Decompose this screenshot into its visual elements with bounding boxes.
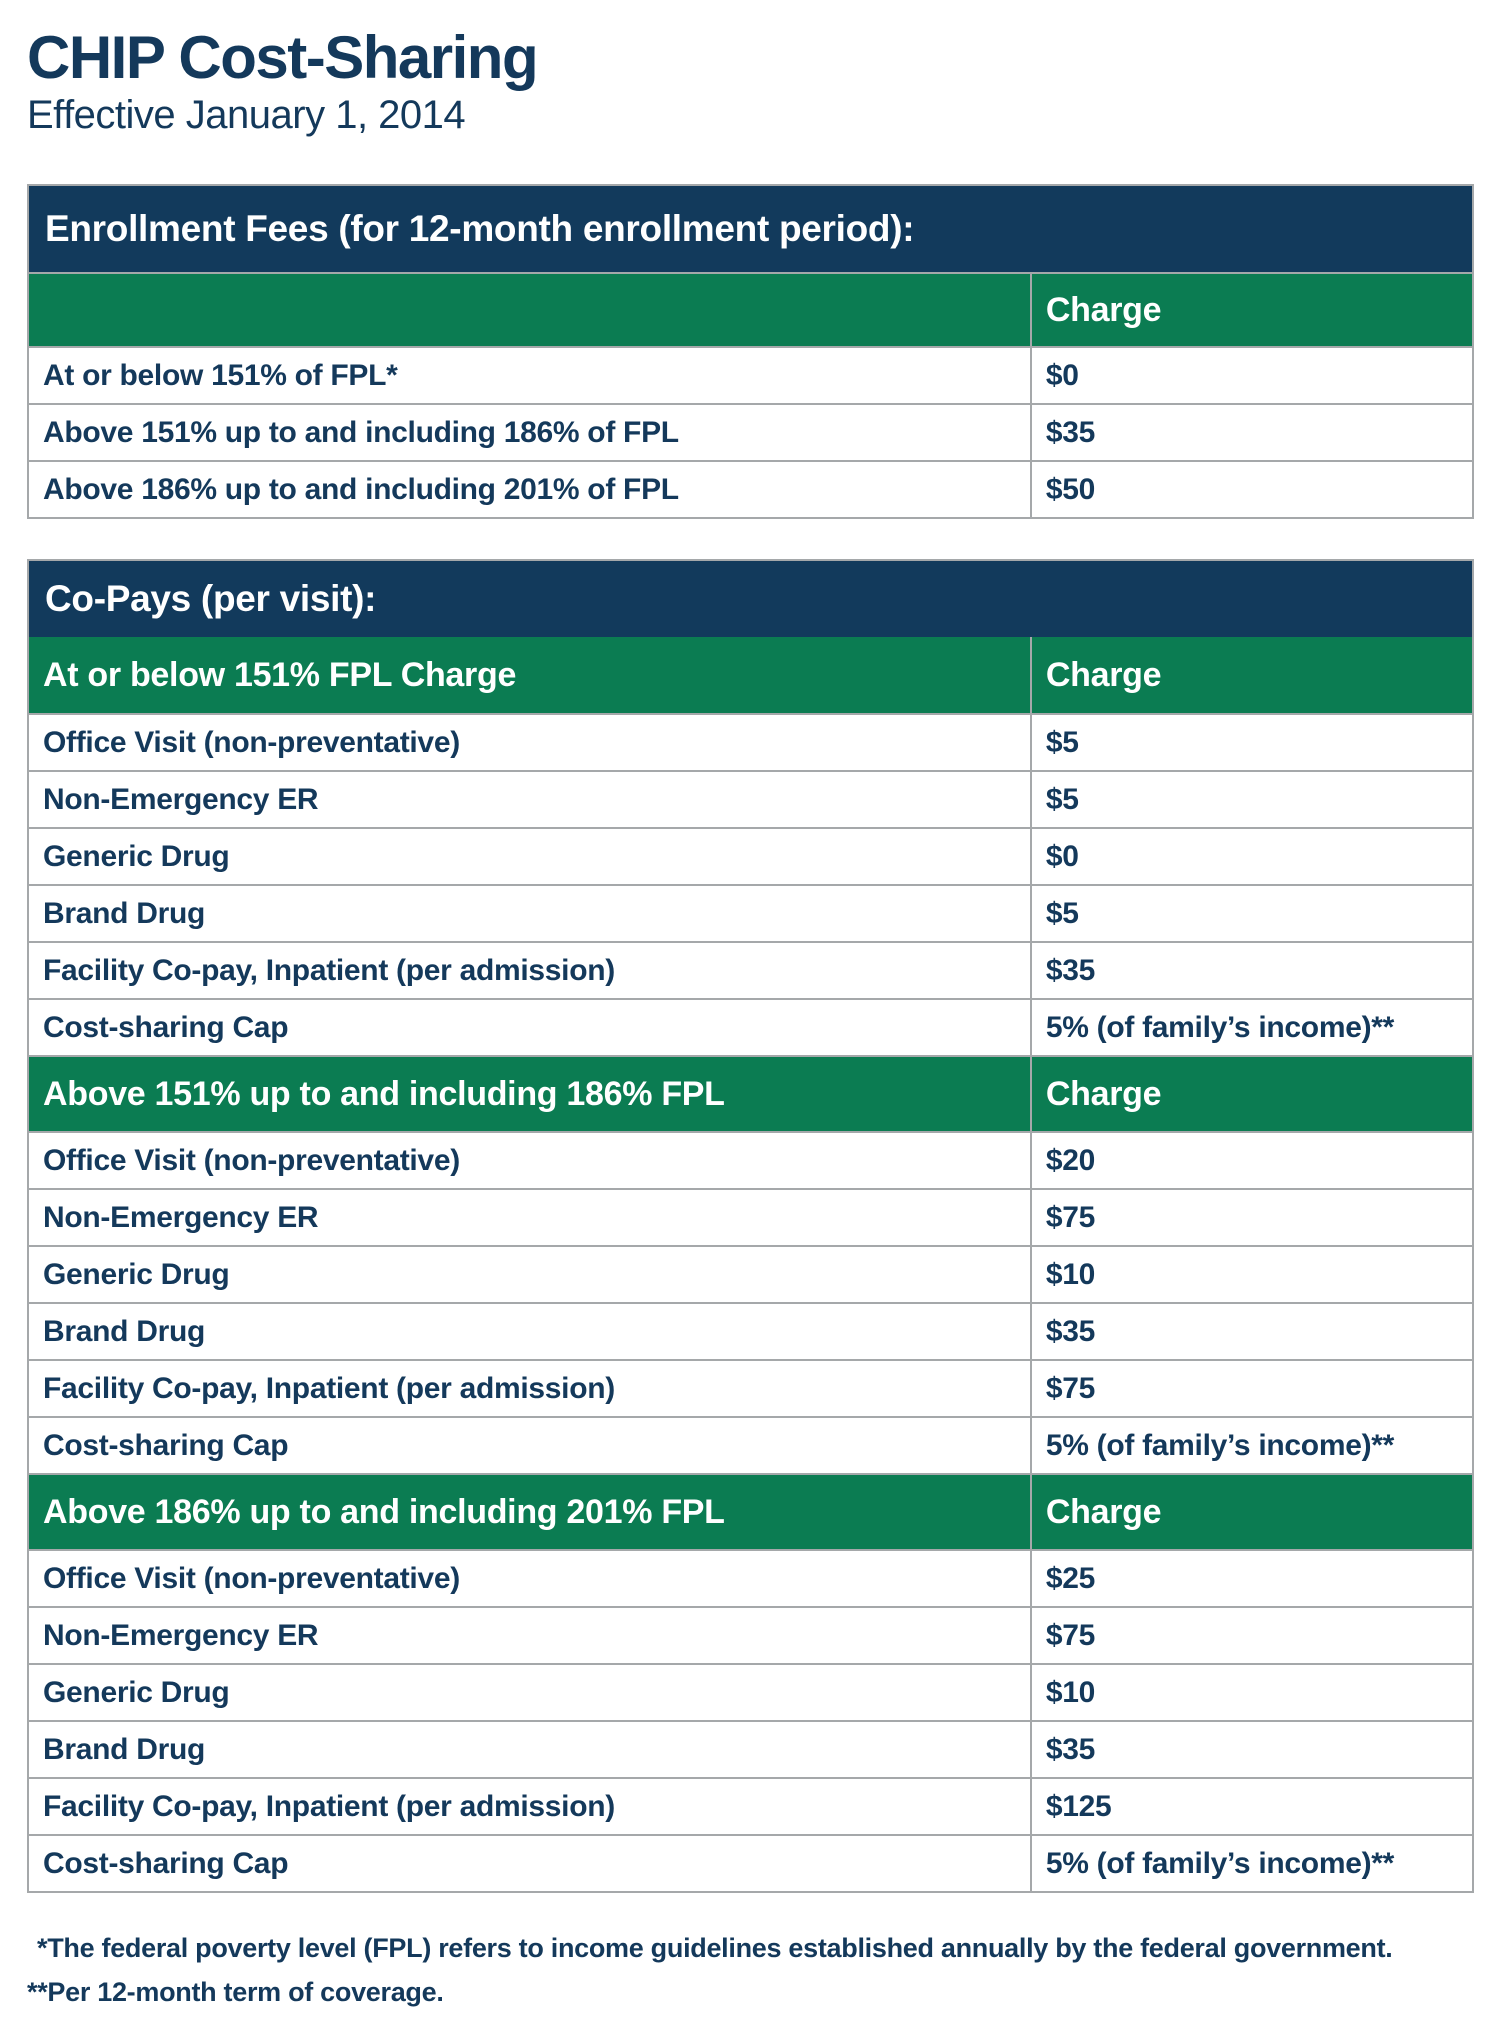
table-row: [29, 1359, 1472, 1416]
table-row: [29, 998, 1472, 1055]
row-charge: $0: [1045, 358, 1079, 392]
row-label: Office Visit (non-preventative): [29, 1551, 1032, 1606]
row-charge: $25: [1045, 1561, 1096, 1595]
table-row: [29, 1720, 1472, 1777]
table-row: [29, 827, 1472, 884]
table-row: [29, 1245, 1472, 1302]
column-header-charge: Charge: [1045, 1074, 1162, 1113]
column-header-charge: Charge: [1045, 1492, 1162, 1531]
table-row: [29, 346, 1472, 403]
row-label: Generic Drug: [29, 1247, 1032, 1302]
row-charge: $75: [1045, 1618, 1096, 1652]
row-label: Generic Drug: [29, 1665, 1032, 1720]
row-charge: $50: [1045, 472, 1096, 506]
page-subtitle: Effective January 1, 2014: [27, 93, 466, 137]
row-charge: $5: [1045, 782, 1079, 816]
enrollment-column-header-row: [29, 272, 1472, 346]
table-row: [29, 460, 1472, 517]
row-label: Generic Drug: [29, 829, 1032, 884]
row-label: Office Visit (non-preventative): [29, 715, 1032, 770]
copays-section-header: Co-Pays (per visit):: [29, 561, 1472, 637]
enrollment-fees-section-header: Enrollment Fees (for 12-month enrollment period):: [29, 186, 1472, 272]
footnotes: [27, 1927, 1474, 2014]
row-charge: 5% (of family’s income)**: [1045, 1428, 1395, 1462]
footnote-term: **Per 12-month term of coverage.: [27, 1976, 444, 2007]
table-row: [29, 1606, 1472, 1663]
copays-group-header-row: [29, 637, 1472, 713]
row-label: Non-Emergency ER: [29, 772, 1032, 827]
row-charge: 5% (of family’s income)**: [1045, 1846, 1395, 1880]
column-header-charge: Charge: [1045, 290, 1162, 329]
enrollment-fees-table: [27, 184, 1474, 519]
row-charge: $35: [1045, 1314, 1096, 1348]
group-header-label: At or below 151% FPL Charge: [29, 637, 1032, 713]
row-charge: $35: [1045, 415, 1096, 449]
row-label: Cost-sharing Cap: [29, 1418, 1032, 1473]
table-row: [29, 1834, 1472, 1891]
row-label: Above 151% up to and including 186% of FPL: [29, 405, 1032, 460]
row-charge: $5: [1045, 725, 1079, 759]
table-row: [29, 1549, 1472, 1606]
row-label: Cost-sharing Cap: [29, 1000, 1032, 1055]
table-row: [29, 1416, 1472, 1473]
row-label: Brand Drug: [29, 886, 1032, 941]
row-label: Above 186% up to and including 201% of FPL: [29, 462, 1032, 517]
page-title: CHIP Cost-Sharing: [27, 24, 538, 91]
group-header-label: Above 186% up to and including 201% FPL: [29, 1475, 1032, 1549]
row-label: Non-Emergency ER: [29, 1190, 1032, 1245]
table-row: [29, 1131, 1472, 1188]
row-label: At or below 151% of FPL*: [29, 348, 1032, 403]
row-label: Facility Co-pay, Inpatient (per admission): [29, 1361, 1032, 1416]
column-header-blank: [29, 274, 1032, 346]
table-row: [29, 884, 1472, 941]
row-charge: $20: [1045, 1143, 1096, 1177]
row-charge: $0: [1045, 839, 1079, 873]
table-row: [29, 1663, 1472, 1720]
row-label: Non-Emergency ER: [29, 1608, 1032, 1663]
row-label: Facility Co-pay, Inpatient (per admission): [29, 1779, 1032, 1834]
row-label: Facility Co-pay, Inpatient (per admission): [29, 943, 1032, 998]
row-label: Cost-sharing Cap: [29, 1836, 1032, 1891]
row-charge: $10: [1045, 1675, 1096, 1709]
row-charge: $10: [1045, 1257, 1096, 1291]
table-row: [29, 1777, 1472, 1834]
column-header-charge: Charge: [1045, 655, 1162, 694]
row-charge: $125: [1045, 1789, 1112, 1823]
group-header-label: Above 151% up to and including 186% FPL: [29, 1057, 1032, 1131]
row-label: Brand Drug: [29, 1304, 1032, 1359]
row-charge: $35: [1045, 1732, 1096, 1766]
copays-table: [27, 559, 1474, 1893]
row-charge: $5: [1045, 896, 1079, 930]
row-label: Office Visit (non-preventative): [29, 1133, 1032, 1188]
row-charge: 5% (of family’s income)**: [1045, 1010, 1395, 1044]
table-row: [29, 941, 1472, 998]
row-charge: $35: [1045, 953, 1096, 987]
table-row: [29, 403, 1472, 460]
copays-group-header-row: [29, 1055, 1472, 1131]
row-charge: $75: [1045, 1200, 1096, 1234]
table-row: [29, 713, 1472, 770]
table-row: [29, 1188, 1472, 1245]
row-charge: $75: [1045, 1371, 1096, 1405]
row-label: Brand Drug: [29, 1722, 1032, 1777]
footnote-fpl: *The federal poverty level (FPL) refers to income guidelines established annually by the federal government.: [37, 1933, 1393, 1963]
copays-group-header-row: [29, 1473, 1472, 1549]
table-row: [29, 770, 1472, 827]
table-row: [29, 1302, 1472, 1359]
